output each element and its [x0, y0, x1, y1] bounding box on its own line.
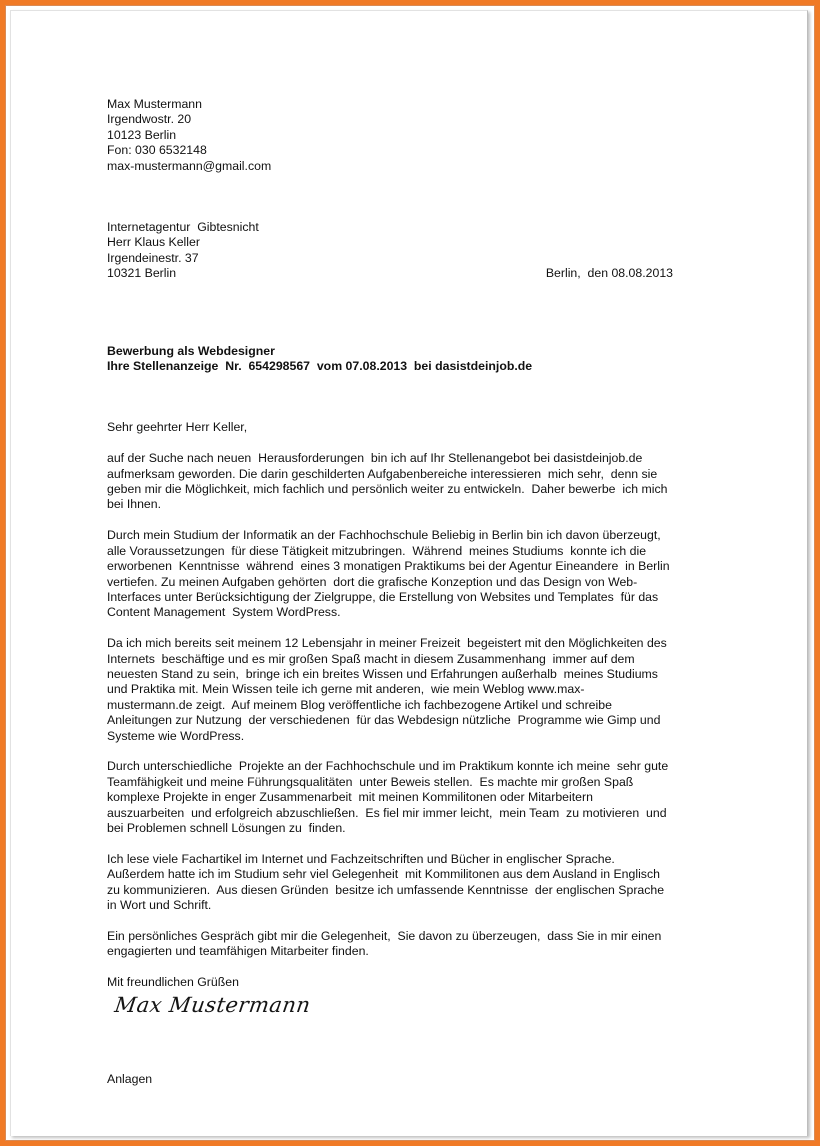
letter-content: [107, 97, 717, 1088]
sender-email: max-mustermann@gmail.com: [107, 158, 272, 173]
paragraph-line: in Wort und Schrift.: [107, 897, 212, 912]
paragraph-line: bei Ihnen.: [107, 497, 162, 512]
letter-page: [10, 10, 808, 1136]
paragraph-line: bei Problemen schnell Lösungen zu finden.: [107, 820, 346, 835]
subject: [107, 344, 717, 375]
paragraph-6: [107, 929, 717, 960]
paragraph-line: komplexe Projekte in enger Zusammenarbeit mit meinen Kommilitonen oder Mitarbeitern: [107, 790, 593, 805]
letter-date: Berlin, den 08.08.2013: [545, 266, 673, 281]
paragraph-4: [107, 759, 717, 836]
handwritten-signature: Max Mustermann: [113, 993, 313, 1018]
paragraph-line: alle Voraussetzungen für diese Tätigkeit mitzubringen. Während meines Studiums konnte ich die: [107, 543, 647, 558]
paragraph-line: Content Management System WordPress.: [107, 605, 341, 620]
paragraph-line: Da ich mich bereits seit meinem 12 Lebensjahr in meiner Freizeit begeistert mit den Möglichkeiten des: [107, 636, 667, 651]
sender-name: Max Mustermann: [107, 97, 202, 111]
sender-address: [107, 97, 717, 174]
salutation-text: Sehr geehrter Herr Keller,: [107, 420, 248, 435]
recipient-street: Irgendeinestr. 37: [107, 250, 199, 265]
paragraph-line: neuesten Stand zu sein, bringe ich ein breites Wissen und Erfahrungen außerhalb meines Studiums: [107, 666, 658, 681]
paragraph-line: geben mir die Möglichkeit, mich fachlich und persönlich weiter zu entwickeln. Daher bewerbe ich mich: [107, 482, 668, 497]
subject-line-2: Ihre Stellenanzeige Nr. 654298567 vom 07.08.2013 bei dasistdeinjob.de: [107, 359, 533, 374]
recipient-address: [107, 220, 717, 282]
subject-line-1: Bewerbung als Webdesigner: [107, 343, 275, 358]
paragraph-line: Durch unterschiedliche Projekte an der Fachhochschule und im Praktikum konnte ich meine sehr gute: [107, 759, 669, 774]
sender-street: Irgendwostr. 20: [107, 112, 192, 127]
paragraph-line: Anleitungen zur Nutzung der verschiedenen für das Webdesign nützliche Programme wie Gimp und: [107, 713, 661, 728]
paragraph-line: engagierten und teamfähigen Mitarbeiter finden.: [107, 944, 369, 959]
recipient-person: Herr Klaus Keller: [107, 235, 200, 250]
paragraph-line: Ein persönliches Gespräch gibt mir die Gelegenheit, Sie davon zu überzeugen, dass Sie in mir einen: [107, 928, 662, 943]
sender-phone: Fon: 030 6532148: [107, 143, 207, 158]
paragraph-line: Systeme wie WordPress.: [107, 728, 245, 743]
paragraph-5: [107, 852, 717, 914]
paragraph-line: mustermann.de zeigt. Auf meinem Blog veröffentliche ich fachbezogene Artikel und schreibe: [107, 697, 612, 712]
paragraph-1: [107, 451, 717, 513]
paragraph-line: Teamfähigkeit und meine Führungsqualitäten unter Beweis stellen. Es machte mir großen Spaß: [107, 774, 634, 789]
paragraph-line: Durch mein Studium der Informatik an der Fachhochschule Beliebig in Berlin bin ich davon überzeugt,: [107, 528, 661, 543]
sender-city: 10123 Berlin: [107, 127, 177, 142]
paragraph-line: aufmerksam geworden. Die darin geschilderten Aufgabenbereiche interessieren mich sehr, denn sie: [107, 466, 658, 481]
paragraph-line: und Praktika mit. Mein Wissen teile ich gerne mit anderen, wie mein Weblog www.max-: [107, 682, 585, 697]
paragraph-line: Ich lese viele Fachartikel im Internet und Fachzeitschriften und Bücher in englischer Sprache.: [107, 851, 615, 866]
recipient-city: 10321 Berlin: [107, 266, 177, 281]
paragraph-line: vertiefen. Zu meinen Aufgaben gehörten dort die grafische Konzeption und das Design von Web-: [107, 574, 638, 589]
paragraph-line: erworbenen Kenntnisse während eines 3 monatigen Praktikums bei der Agentur Eineandere in Berlin: [107, 559, 670, 574]
paragraph-line: Außerdem hatte ich im Studium sehr viel Gelegenheit mit Kommilitonen aus dem Ausland in Englisch: [107, 867, 660, 882]
paragraph-line: Internets beschäftige und es mir großen Spaß macht in diesem Zusammenhang immer auf dem: [107, 651, 635, 666]
paragraph-line: zu kommunizieren. Aus diesen Gründen besitze ich umfassende Kenntnisse der englischen Sprache: [107, 882, 665, 897]
salutation: [107, 420, 717, 435]
paragraph-line: auszuarbeiten und erfolgreich abzuschließen. Es fiel mir immer leicht, mein Team zu motivieren und: [107, 805, 667, 820]
paragraph-line: Interfaces unter Berücksichtigung der Zielgruppe, die Erstellung von Websites und Templates für das: [107, 589, 659, 604]
attachments-text: Anlagen: [107, 1072, 153, 1087]
paragraph-line: auf der Suche nach neuen Herausforderungen bin ich auf Ihr Stellenangebot bei dasistdeinjob.de: [107, 451, 643, 466]
closing: [107, 975, 717, 990]
paragraph-3: [107, 636, 717, 744]
attachments: [107, 1072, 717, 1087]
recipient-company: Internetagentur Gibtesnicht: [107, 220, 259, 235]
closing-text: Mit freundlichen Grüßen: [107, 974, 239, 989]
paragraph-2: [107, 528, 717, 620]
